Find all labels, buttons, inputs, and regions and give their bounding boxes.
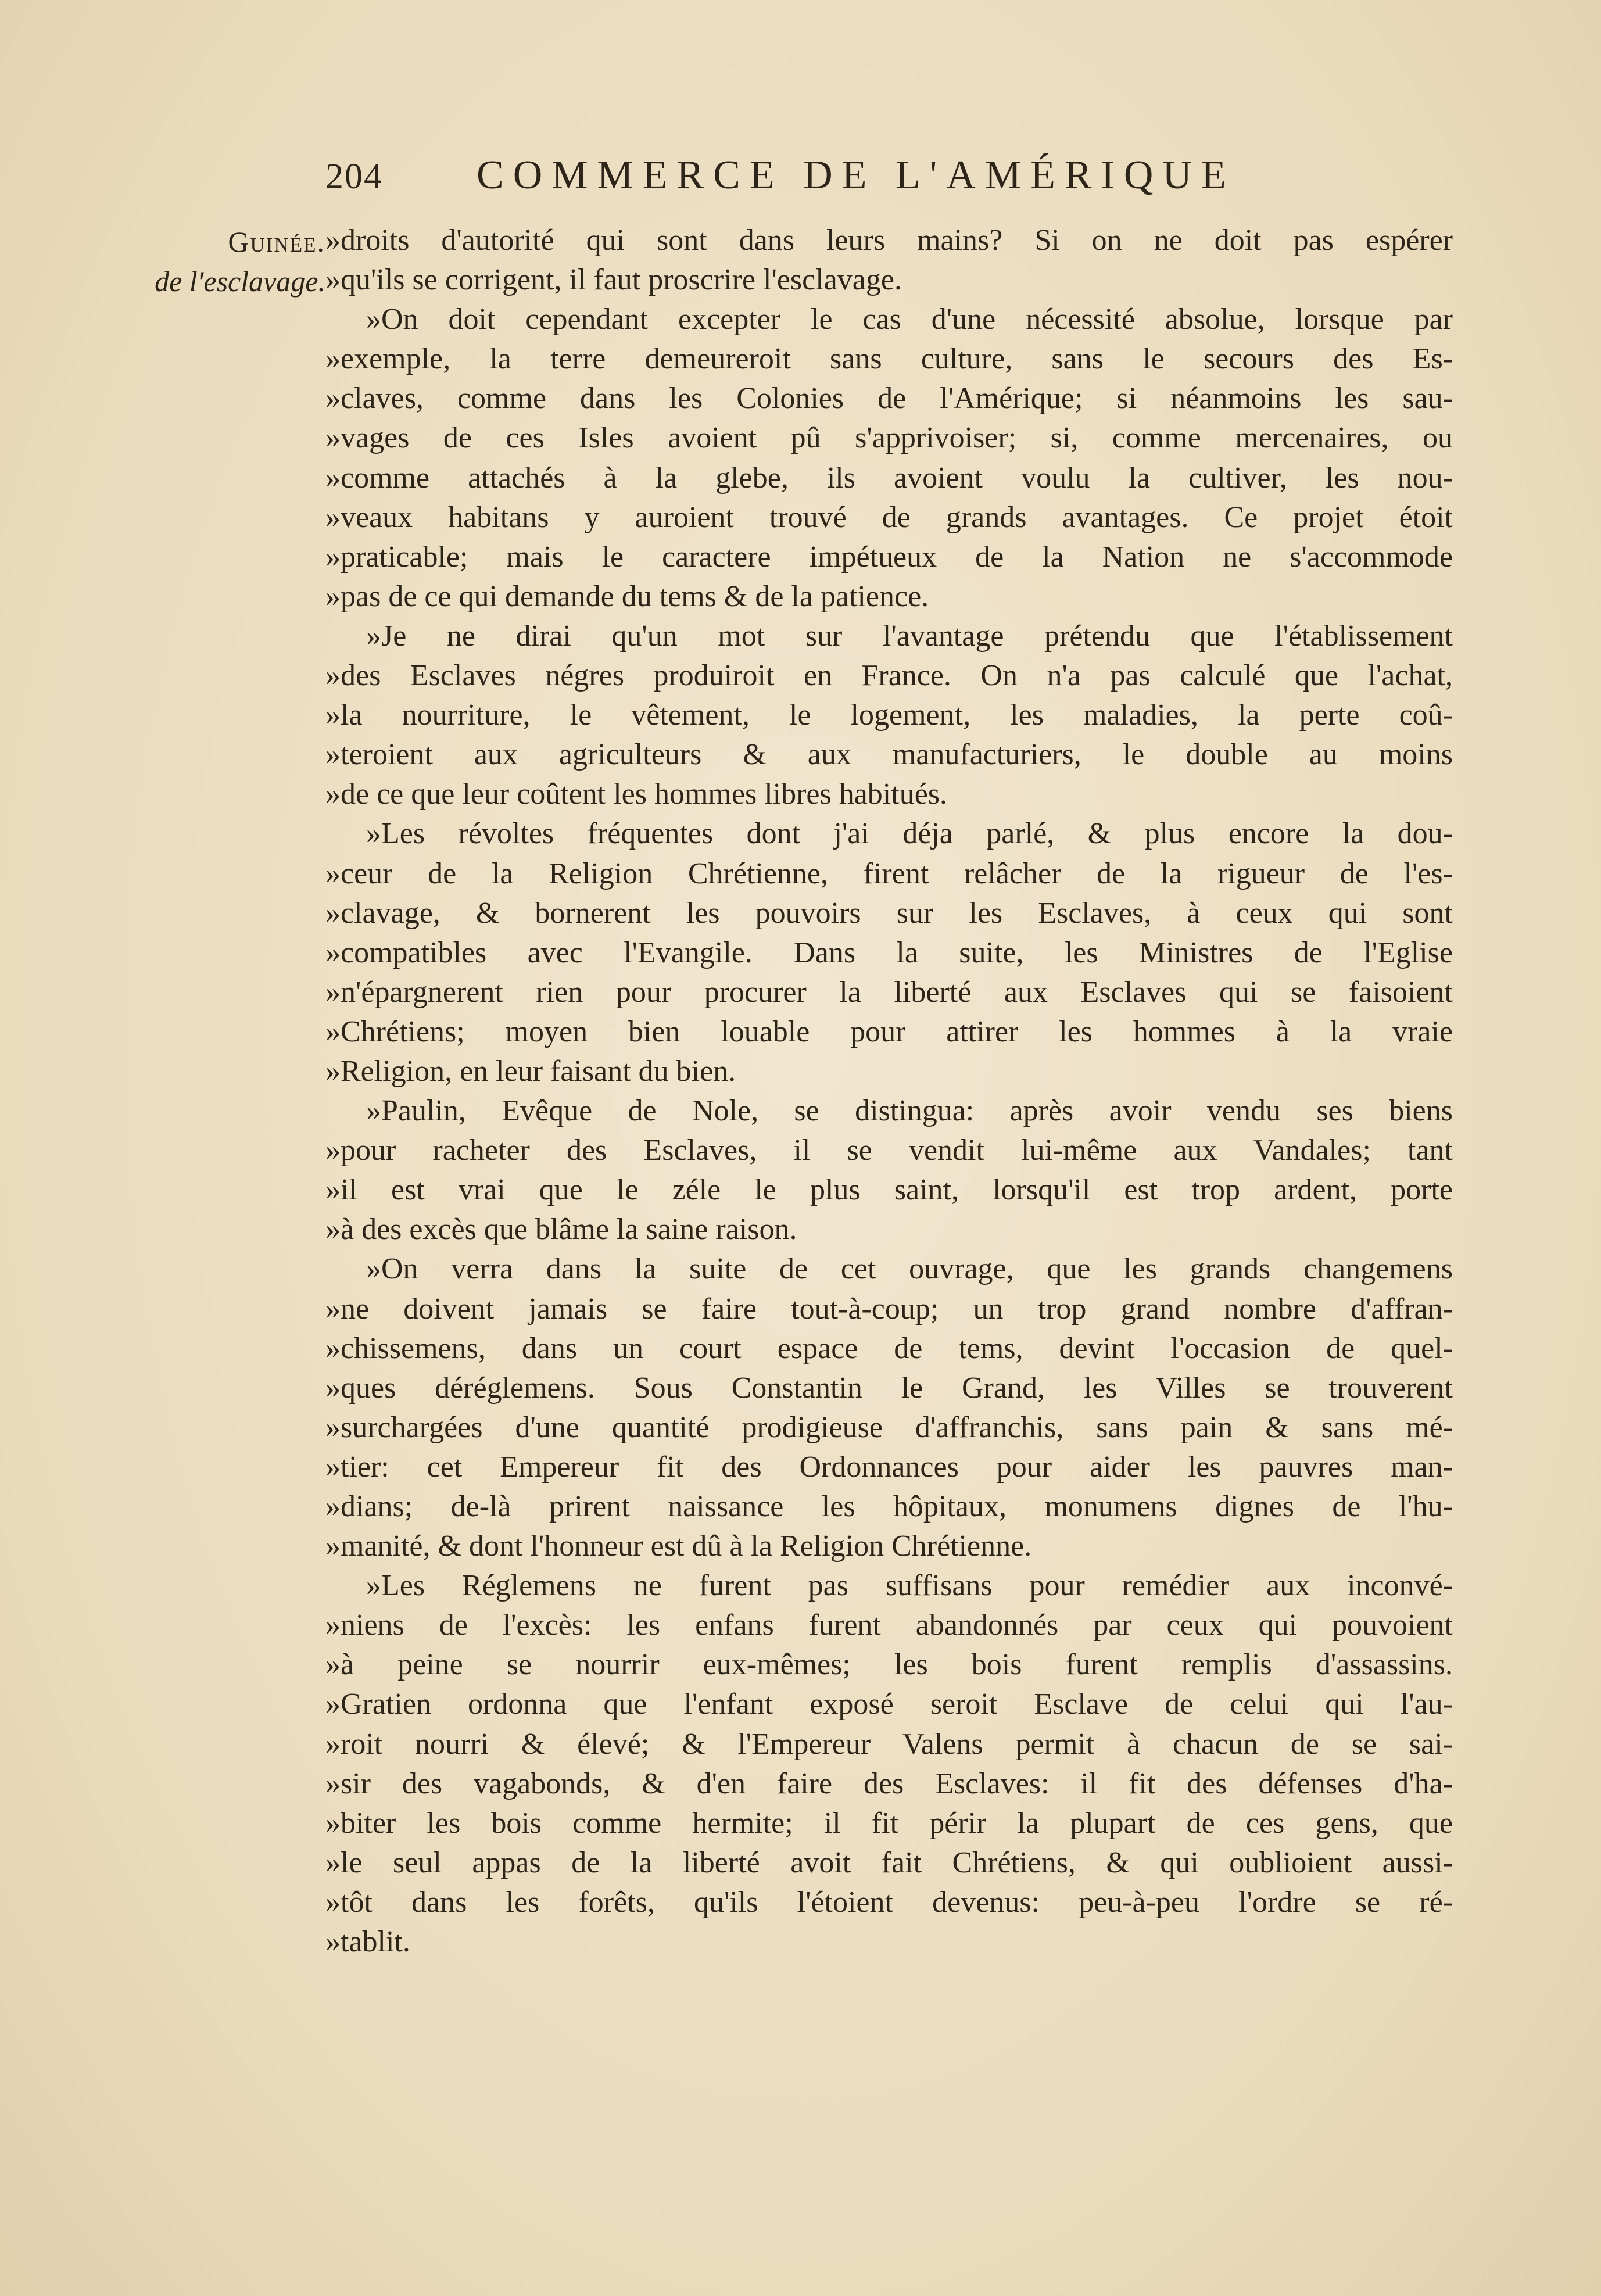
text-line: »Chrétiens; moyen bien louable pour attirer les hommes à la vraie	[325, 1015, 1453, 1048]
text-line: »chissemens, dans un court espace de tems, devint l'occasion de quel-	[325, 1331, 1453, 1365]
page-header	[325, 152, 1313, 205]
text-line: »Je ne dirai qu'un mot sur l'avantage prétendu que l'établissement	[366, 619, 1453, 653]
text-line: »des Esclaves négres produiroit en France. On n'a pas calculé que l'achat,	[325, 659, 1453, 693]
text-line: »tier: cet Empereur fit des Ordonnances pour aider les pauvres man-	[325, 1450, 1453, 1484]
text-line: »clavage, & bornerent les pouvoirs sur les Esclaves, à ceux qui sont	[325, 896, 1453, 930]
margin-topic-label: de l'esclavage.	[155, 265, 325, 298]
text-line: »n'épargnerent rien pour procurer la liberté aux Esclaves qui se faisoient	[325, 975, 1453, 1009]
text-line: »qu'ils se corrigent, il faut proscrire l'esclavage.	[325, 263, 902, 297]
text-line: »à des excès que blâme la saine raison.	[325, 1213, 797, 1246]
text-line: »exemple, la terre demeureroit sans culture, sans le secours des Es-	[325, 342, 1453, 376]
text-line: »roit nourri & élevé; & l'Empereur Valens permit à chacun de se sai-	[325, 1727, 1453, 1761]
text-line: »il est vrai que le zéle le plus saint, lorsqu'il est trop ardent, porte	[325, 1173, 1453, 1207]
text-line: »Paulin, Evêque de Nole, se distingua: après avoir vendu ses biens	[366, 1094, 1453, 1128]
text-line: »à peine se nourrir eux-mêmes; les bois furent remplis d'assassins.	[325, 1648, 1453, 1682]
text-line: »claves, comme dans les Colonies de l'Amérique; si néanmoins les sau-	[325, 382, 1453, 415]
text-line: »pas de ce qui demande du tems & de la patience.	[325, 579, 929, 613]
text-line: »surchargées d'une quantité prodigieuse d'affranchis, sans pain & sans mé-	[325, 1410, 1453, 1444]
text-line: »veaux habitans y auroient trouvé de grands avantages. Ce projet étoit	[325, 500, 1453, 534]
text-line: »tôt dans les forêts, qu'ils l'étoient devenus: peu-à-peu l'ordre se ré-	[325, 1885, 1453, 1919]
text-line: »niens de l'excès: les enfans furent abandonnés par ceux qui pouvoient	[325, 1609, 1453, 1642]
text-line: »de ce que leur coûtent les hommes libres habitués.	[325, 778, 948, 811]
text-line: »le seul appas de la liberté avoit fait Chrétiens, & qui oublioient aussi-	[325, 1846, 1453, 1879]
body-text	[325, 221, 1453, 1962]
text-line: »comme attachés à la glebe, ils avoient voulu la cultiver, les nou-	[325, 461, 1453, 495]
text-line: »Les Réglemens ne furent pas suffisans pour remédier aux inconvé-	[366, 1569, 1453, 1603]
text-line: »On verra dans la suite de cet ouvrage, que les grands changemens	[366, 1252, 1453, 1286]
text-line: »On doit cependant excepter le cas d'une nécessité absolue, lorsque par	[366, 303, 1453, 336]
text-line: »biter les bois comme hermite; il fit périr la plupart de ces gens, que	[325, 1806, 1453, 1840]
text-line: »teroient aux agriculteurs & aux manufacturiers, le double au moins	[325, 738, 1453, 772]
text-line: »vages de ces Isles avoient pû s'apprivoiser; si, comme mercenaires, ou	[325, 421, 1453, 455]
running-title: COMMERCE DE L'AMÉRIQUE	[477, 153, 1235, 198]
text-line: »sir des vagabonds, & d'en faire des Esclaves: il fit des défenses d'ha-	[325, 1767, 1453, 1800]
text-line: »ceur de la Religion Chrétienne, firent relâcher de la rigueur de l'es-	[325, 857, 1453, 890]
text-line: »la nourriture, le vêtement, le logement, les maladies, la perte coû-	[325, 699, 1453, 732]
text-line: »Les révoltes fréquentes dont j'ai déja parlé, & plus encore la dou-	[366, 817, 1453, 851]
text-line: »dians; de-là prirent naissance les hôpitaux, monumens dignes de l'hu-	[325, 1490, 1453, 1523]
margin-notes	[151, 222, 325, 301]
margin-section-label: Guinée.	[228, 225, 325, 258]
text-line: »droits d'autorité qui sont dans leurs mains? Si on ne doit pas espérer	[325, 224, 1453, 257]
text-line: »praticable; mais le caractere impétueux de la Nation ne s'accommode	[325, 540, 1453, 574]
text-line: »ne doivent jamais se faire tout-à-coup; un trop grand nombre d'affran-	[325, 1292, 1453, 1326]
text-line: »pour racheter des Esclaves, il se vendit lui-même aux Vandales; tant	[325, 1134, 1453, 1167]
text-line: »Gratien ordonna que l'enfant exposé seroit Esclave de celui qui l'au-	[325, 1688, 1453, 1721]
text-line: »ques déréglemens. Sous Constantin le Grand, les Villes se trouverent	[325, 1371, 1453, 1405]
text-line: »tablit.	[325, 1925, 410, 1959]
page-number: 204	[325, 157, 383, 196]
text-line: »manité, & dont l'honneur est dû à la Religion Chrétienne.	[325, 1530, 1032, 1563]
text-line: »Religion, en leur faisant du bien.	[325, 1054, 736, 1088]
text-line: »compatibles avec l'Evangile. Dans la suite, les Ministres de l'Eglise	[325, 936, 1453, 969]
